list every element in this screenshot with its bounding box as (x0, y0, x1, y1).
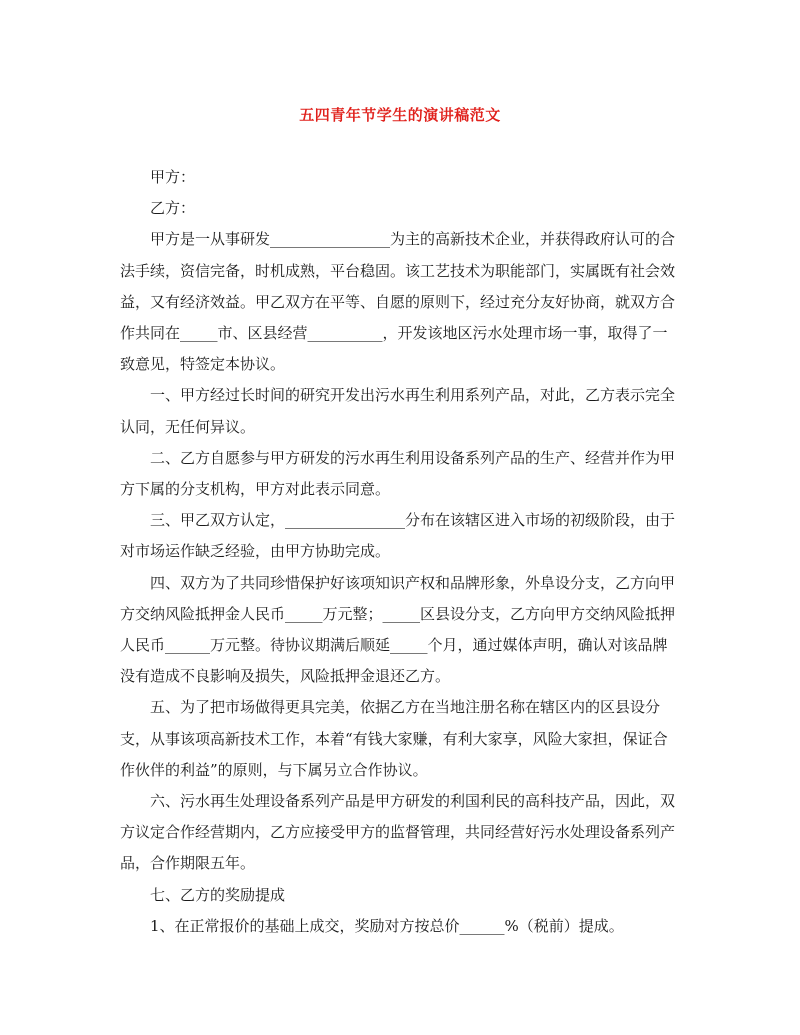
document-body (120, 162, 680, 942)
paragraph-clause-2: 二、乙方自愿参与甲方研发的污水再生利用设备系列产品的生产、经营并作为甲方下属的分支机构，甲方对此表示同意。 (120, 448, 676, 499)
paragraph-party-b: 乙方： (150, 199, 196, 218)
paragraph-clause-6: 六、污水再生处理设备系列产品是甲方研发的利国利民的高科技产品，因此，双方议定合作经营期内，乙方应接受甲方的监督管理，共同经营好污水处理设备系列产品，合作期限五年。 (120, 792, 676, 873)
paragraph-clause-3: 三、甲乙双方认定，________________分布在该辖区进入市场的初级阶段，由于对市场运作缺乏经验，由甲方协助完成。 (120, 511, 676, 561)
paragraph-clause-7-1: 1、在正常报价的基础上成交，奖励对方按总价______%（税前）提成。 (150, 916, 624, 935)
paragraph-preamble: 甲方是一从事研发________________为主的高新技术企业，并获得政府认可的合法手续，资信完备，时机成熟，平台稳固。该工艺技术为职能部门，实属既有社会效益，又有经济效益。甲乙双方在平等、自愿的原则下，经过充分友好协商，就双方合作共同在_____市、区县经营__________，开发该地区污水处理市场一事，取得了一致意见，特签定本协议。 (120, 230, 676, 374)
paragraph-clause-5: 五、为了把市场做得更具完美，依据乙方在当地注册名称在辖区内的区县设分支，从事该项高新技术工作，本着“有钱大家赚，有利大家享，风险大家担，保证合作伙伴的利益”的原则，与下属另立合作协议。 (120, 698, 668, 779)
document-title: 五四青年节学生的演讲稿范文 (299, 106, 501, 124)
paragraph-clause-1: 一、甲方经过长时间的研究开发出污水再生利用系列产品，对此，乙方表示完全认同，无任何异议。 (120, 386, 676, 436)
paragraph-clause-7: 七、乙方的奖励提成 (150, 885, 286, 904)
paragraph-party-a: 甲方： (150, 168, 196, 186)
paragraph-clause-4: 四、双方为了共同珍惜保护好该项知识产权和品牌形象，外阜设分支，乙方向甲方交纳风险抵押金人民币_____万元整；_____区县设分支，乙方向甲方交纳风险抵押人民币______万元整。待协议期满后顺延_____个月，通过媒体声明，确认对该品牌没有造成不良影响及损失，风险抵押金退还乙方。 (120, 573, 676, 686)
